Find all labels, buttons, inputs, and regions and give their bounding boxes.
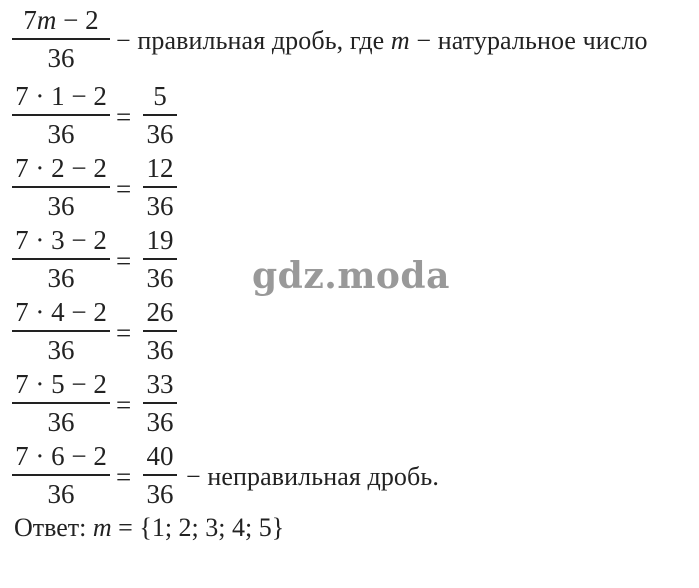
numerator: 7 · 5 − 2 — [15, 369, 107, 399]
denominator: 36 — [47, 263, 75, 293]
denominator: 36 — [146, 407, 174, 437]
rhs-fraction — [143, 368, 177, 440]
lhs-fraction — [12, 80, 110, 152]
lhs-fraction — [12, 368, 110, 440]
numerator: 5 — [153, 81, 167, 111]
denominator: 36 — [146, 335, 174, 365]
lhs-fraction — [12, 296, 110, 368]
answer-label: Ответ: — [14, 513, 93, 542]
numerator: 7 · 2 − 2 — [15, 153, 107, 183]
answer-value: = {1; 2; 3; 4; 5} — [111, 513, 285, 542]
equals-sign: = — [116, 318, 132, 348]
denominator: 36 — [146, 119, 174, 149]
header-fraction — [12, 4, 110, 76]
rhs-fraction — [143, 296, 177, 368]
improper-fraction-note: − неправильная дробь. — [186, 462, 439, 491]
numerator: 7 · 6 − 2 — [15, 441, 107, 471]
lhs-fraction — [12, 152, 110, 224]
denominator: 36 — [47, 191, 75, 221]
rhs-fraction — [143, 80, 177, 152]
rhs-fraction — [143, 440, 177, 512]
numerator: 26 — [146, 297, 174, 327]
numerator: 7 · 3 − 2 — [15, 225, 107, 255]
lhs-fraction — [12, 224, 110, 296]
equals-sign: = — [116, 174, 132, 204]
header-numerator: 7m − 2 — [23, 5, 99, 35]
rhs-fraction — [143, 224, 177, 296]
equals-sign: = — [116, 462, 132, 492]
numerator: 7 · 1 − 2 — [15, 81, 107, 111]
numerator: 33 — [146, 369, 174, 399]
equals-sign: = — [116, 246, 132, 276]
header-note: − правильная дробь, где m − натуральное число — [116, 26, 648, 55]
watermark: gdz.moda — [252, 255, 450, 297]
denominator: 36 — [47, 119, 75, 149]
lhs-fraction — [12, 440, 110, 512]
denominator: 36 — [146, 191, 174, 221]
answer-line — [14, 512, 284, 544]
header-denominator: 36 — [47, 43, 75, 73]
numerator: 40 — [146, 441, 174, 471]
denominator: 36 — [146, 479, 174, 509]
numerator: 12 — [146, 153, 174, 183]
numerator: 19 — [146, 225, 174, 255]
answer-variable: m — [92, 513, 112, 542]
equals-sign: = — [116, 102, 132, 132]
numerator: 7 · 4 − 2 — [15, 297, 107, 327]
denominator: 36 — [146, 263, 174, 293]
equals-sign: = — [116, 390, 132, 420]
denominator: 36 — [47, 479, 75, 509]
denominator: 36 — [47, 335, 75, 365]
rhs-fraction — [143, 152, 177, 224]
denominator: 36 — [47, 407, 75, 437]
